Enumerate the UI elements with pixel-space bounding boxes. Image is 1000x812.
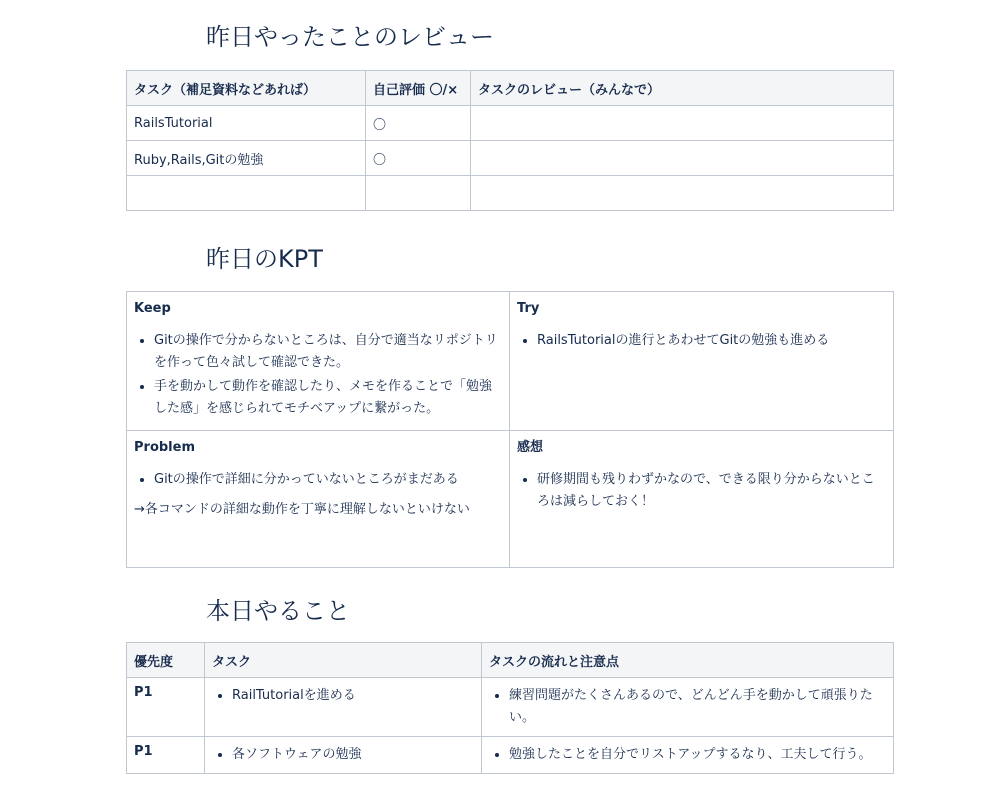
- kpt-problem-note: →各コマンドの詳細な動作を丁寧に理解しないといけない: [134, 502, 470, 517]
- column-header-review: タスクのレビュー（みんなで）: [471, 71, 894, 106]
- cell-notes[interactable]: [482, 737, 894, 774]
- today-table: [126, 642, 894, 774]
- table-row: [127, 737, 894, 774]
- cell-priority[interactable]: P1: [127, 678, 205, 737]
- kpt-keep-cell[interactable]: [127, 292, 510, 431]
- section-heading-kpt: 昨日のKPT: [206, 245, 323, 273]
- review-table: [126, 70, 894, 211]
- list-item: • RailTutorialを進める: [232, 685, 474, 707]
- list-item: • Gitの操作で分からないところは、自分で適当なリポジトリを作って色々試して確認できた。: [154, 330, 502, 374]
- cell-priority[interactable]: P1: [127, 737, 205, 774]
- column-header-flow-notes: タスクの流れと注意点: [482, 643, 894, 678]
- cell-self-eval[interactable]: [366, 176, 471, 211]
- list-item: • 練習問題がたくさんあるので、どんどん手を動かして頑張りたい。: [509, 685, 886, 729]
- cell-task[interactable]: [205, 737, 482, 774]
- cell-task[interactable]: [205, 678, 482, 737]
- cell-self-eval[interactable]: 〇: [366, 106, 471, 141]
- kpt-try-title: Try: [517, 301, 540, 316]
- list-item: • 研修期間も残りわずかなので、できる限り分からないところは減らしておく！: [537, 469, 886, 513]
- cell-review[interactable]: [471, 106, 894, 141]
- section-heading-review: 昨日やったことのレビュー: [206, 23, 494, 51]
- list-item: • RailsTutorialの進行とあわせてGitの勉強も進める: [537, 330, 886, 352]
- section-heading-today: 本日やること: [206, 597, 350, 625]
- cell-task[interactable]: [127, 176, 366, 211]
- kpt-impression-cell[interactable]: [510, 431, 894, 568]
- kpt-try-cell[interactable]: [510, 292, 894, 431]
- column-header-priority: 優先度: [127, 643, 205, 678]
- cell-task[interactable]: Ruby,Rails,Gitの勉強: [127, 141, 366, 176]
- column-header-task: タスク（補足資料などあれば）: [127, 71, 366, 106]
- column-header-self-eval: 自己評価 〇/×: [366, 71, 471, 106]
- kpt-try-list: [517, 330, 886, 352]
- table-row: [127, 176, 894, 211]
- table-row: [127, 141, 894, 176]
- kpt-impression-list: [517, 469, 886, 513]
- column-header-task: タスク: [205, 643, 482, 678]
- kpt-keep-title: Keep: [134, 301, 171, 316]
- list-item: • 勉強したことを自分でリストアップするなり、工夫して行う。: [509, 744, 886, 766]
- kpt-problem-cell[interactable]: [127, 431, 510, 568]
- list-item: • 各ソフトウェアの勉強: [232, 744, 474, 766]
- kpt-impression-title: 感想: [517, 440, 544, 455]
- cell-notes[interactable]: [482, 678, 894, 737]
- cell-review[interactable]: [471, 141, 894, 176]
- cell-self-eval[interactable]: 〇: [366, 141, 471, 176]
- kpt-problem-list: [134, 469, 502, 491]
- list-item: • 手を動かして動作を確認したり、メモを作ることで「勉強した感」を感じられてモチベアップに繋がった。: [154, 376, 502, 420]
- table-row: [127, 678, 894, 737]
- kpt-keep-list: [134, 330, 502, 420]
- cell-task[interactable]: RailsTutorial: [127, 106, 366, 141]
- table-header-row: [127, 71, 894, 106]
- kpt-table: [126, 291, 894, 568]
- cell-review[interactable]: [471, 176, 894, 211]
- table-row: [127, 106, 894, 141]
- list-item: • Gitの操作で詳細に分かっていないところがまだある: [154, 469, 502, 491]
- kpt-problem-title: Problem: [134, 440, 195, 455]
- table-header-row: [127, 643, 894, 678]
